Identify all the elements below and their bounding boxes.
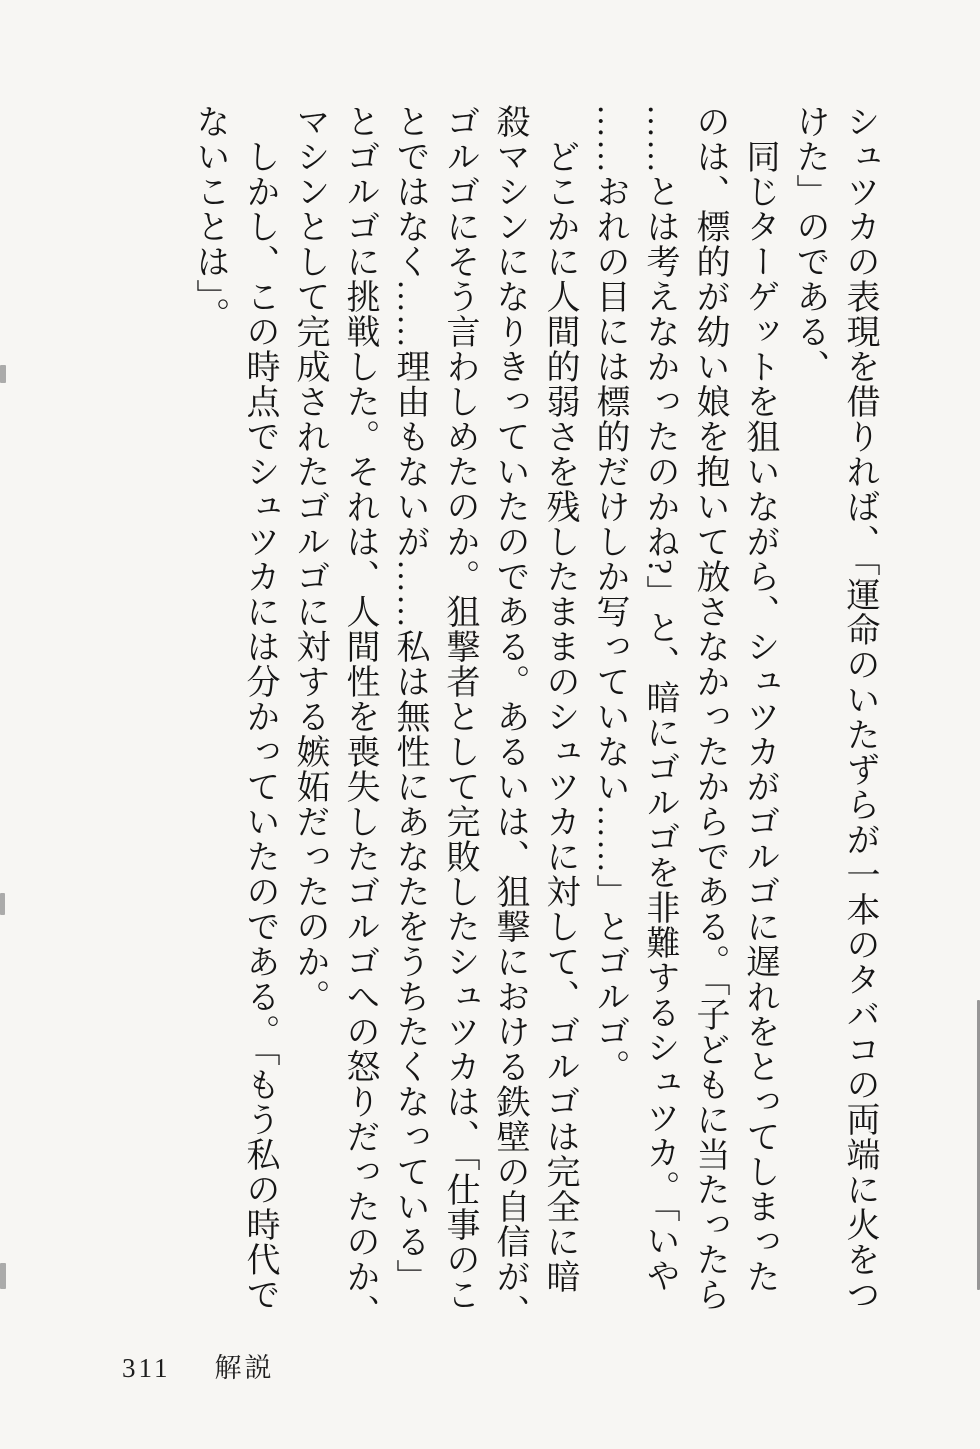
text-column: とゴルゴに挑戦した。それは、人間性を喪失したゴルゴへの怒りだったのか、 (341, 104, 378, 1329)
text-column: とではなく……理由もないが……私は無性にあなたをうちたくなっている」 (391, 104, 428, 1294)
text-column: マシンとして完成されたゴルゴに対する嫉妬だったのか。 (291, 104, 328, 1014)
text-column: シュツカの表現を借りれば、「運命のいたずらが一本のタバコの両端に火をつ (841, 104, 878, 1312)
scan-artifact (0, 1263, 6, 1289)
page-footer (122, 1346, 275, 1385)
text-column: 同じターゲットを狙いながら、シュツカがゴルゴに遅れをとってしまった (741, 139, 778, 1294)
text-column: けた」のである、 (791, 104, 828, 384)
scan-artifact (0, 365, 6, 383)
running-head: 解説 (214, 1353, 275, 1383)
text-column: しかし、この時点でシュツカには分かっていたのである。「もう私の時代で (241, 139, 278, 1312)
main-text-block (184, 104, 884, 1349)
page-number: 311 (122, 1353, 171, 1383)
text-column: ないことは」。 (191, 104, 228, 332)
text-column: ゴルゴにそう言わしめたのか。狙撃者として完敗したシュツカは、「仕事のこ (441, 104, 478, 1312)
text-column: ……とは考えなかったのかね?」と、暗にゴルゴを非難するシュツカ。「いや (641, 104, 678, 1294)
text-column: ……おれの目には標的だけしか写っていない……」とゴルゴ。 (591, 104, 628, 1084)
scan-artifact (0, 893, 5, 915)
text-column: 殺マシンになりきっていたのである。あるいは、狙撃における鉄壁の自信が、 (491, 104, 528, 1329)
text-column: のは、標的が幼い娘を抱いて放さなかったからである。「子どもに当たったら (691, 104, 728, 1312)
text-column: どこかに人間的弱さを残したままのシュツカに対して、ゴルゴは完全に暗 (541, 139, 578, 1294)
